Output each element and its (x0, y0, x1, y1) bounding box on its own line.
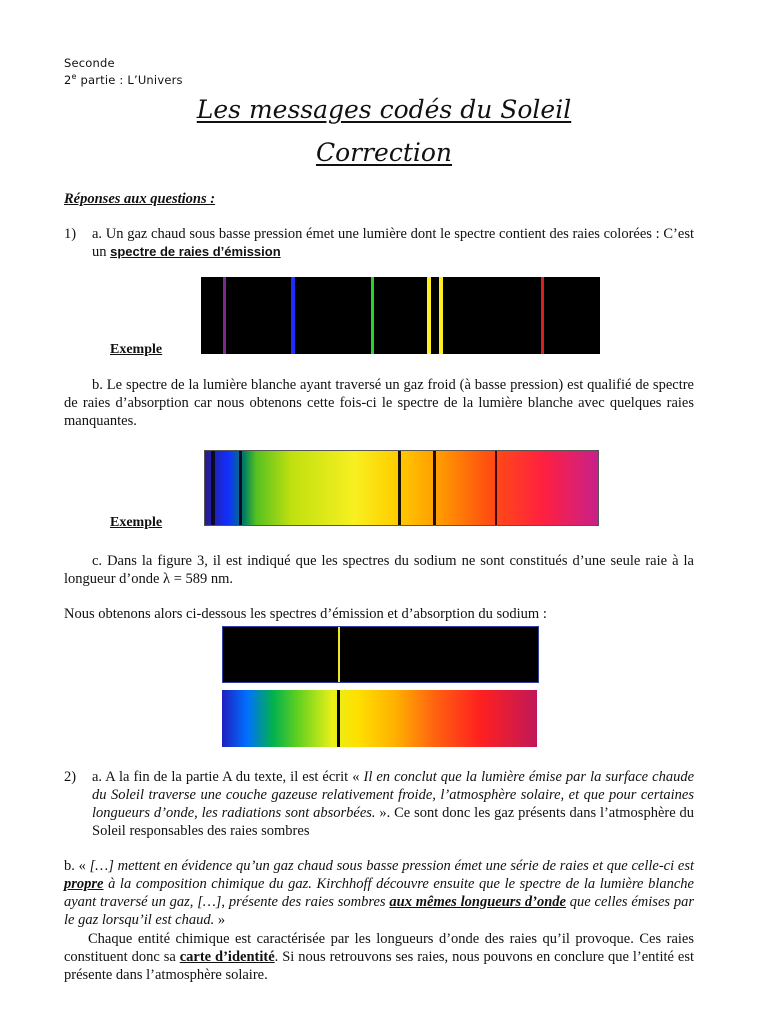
example-label-1: Exemple (110, 342, 163, 357)
conclusion-text-1: Chaque entité chimique est caractérisée par les longueurs d’onde des raies qu’il provoque. Ces raies constituent donc sa (64, 931, 694, 965)
absorption-line-1 (211, 451, 215, 525)
q2-a-quote: Il en conclut que la lumière émise par la surface chaude du Soleil traverse une couche gazeuse relativement froide, l’atmosphère solaire, et que pour certaines longueurs d’onde, les radiations sont absorbées. (92, 769, 695, 821)
violet-emission-line (223, 277, 226, 354)
q2-a-start: a. A la fin de la partie A du texte, il est écrit « (92, 769, 364, 785)
example-label-2: Exemple (110, 515, 163, 530)
part-label (64, 72, 183, 87)
absorption-line-5 (495, 451, 497, 525)
yellow-emission-line-1 (427, 277, 431, 354)
emission-spectrum (201, 277, 600, 354)
q1-b-paragraph: b. Le spectre de la lumière blanche ayant traversé un gaz froid (à basse pression) est qualifié de spectre de raies d’absorption car nous obtenons cette fois-ci le spectre de la lumière blanche avec quelques raies manquantes. (64, 377, 694, 429)
part-superscript: e (71, 72, 77, 81)
green-emission-line (371, 277, 374, 354)
q2-b-quote-1: […] mettent en évidence qu’un gaz chaud sous basse pression émet une série de raies et que celle-ci est (89, 858, 694, 874)
emission-term: spectre de raies d’émission (110, 244, 281, 259)
q2-a-end: ». Ce sont donc les gaz présents dans l’atmosphère du Soleil responsables des raies sombres (92, 805, 695, 839)
q1-number: 1) (64, 226, 77, 242)
propre-term: propre (64, 876, 104, 892)
part-number: 2 (64, 72, 72, 87)
same-wavelength-term: aux mêmes longueurs d’onde (389, 894, 566, 910)
sodium-intro: Nous obtenons alors ci-dessous les spectres d’émission et d’absorption du sodium : (64, 606, 547, 622)
class-label: Seconde (64, 56, 115, 70)
sodium-absorption-spectrum (222, 690, 537, 747)
absorption-line-4 (433, 451, 436, 525)
page-title: Les messages codés du Soleil (196, 95, 572, 124)
page-subtitle: Correction (315, 138, 453, 167)
q2-b-close: » (214, 912, 226, 928)
absorption-line-3 (398, 451, 401, 525)
q1-a-text: a. Un gaz chaud sous basse pression émet une lumière dont le spectre contient des raies colorées : C’est un (92, 226, 694, 260)
absorption-spectrum (204, 450, 599, 526)
absorption-line-2 (239, 451, 242, 525)
part-text: partie : L’Univers (76, 72, 183, 87)
sodium-emission-line (338, 627, 340, 682)
q2-b-open: b. « (64, 858, 90, 874)
q2-b-quote-2: à la composition chimique du gaz. Kirchhoff découvre ensuite que le spectre de la lumière blanche ayant traversé un gaz, […], présente des raies sombres (64, 876, 694, 910)
identity-card-term: carte d’identité (179, 949, 275, 965)
yellow-emission-line-2 (439, 277, 443, 354)
red-emission-line (541, 277, 544, 354)
blue-emission-line (291, 277, 295, 354)
sodium-emission-spectrum (222, 626, 539, 683)
q1-a-paragraph (92, 225, 694, 261)
q2-number: 2) (64, 769, 77, 785)
q2-a-paragraph (92, 768, 694, 840)
conclusion-paragraph (64, 930, 694, 984)
q2-b-paragraph (64, 857, 694, 929)
q1-c-paragraph: c. Dans la figure 3, il est indiqué que les spectres du sodium ne sont constitués d’une seule raie à la longueur d’onde λ = 589 nm. (64, 553, 694, 587)
conclusion-text-2: . Si nous retrouvons ses raies, nous pouvons en conclure que l’entité est présente dans l’atmosphère solaire. (64, 949, 694, 983)
section-heading: Réponses aux questions : (64, 191, 216, 207)
sodium-absorption-line (337, 690, 340, 747)
q2-b-quote-3: que celles émises par le gaz lorsqu’il est chaud. (64, 894, 694, 928)
